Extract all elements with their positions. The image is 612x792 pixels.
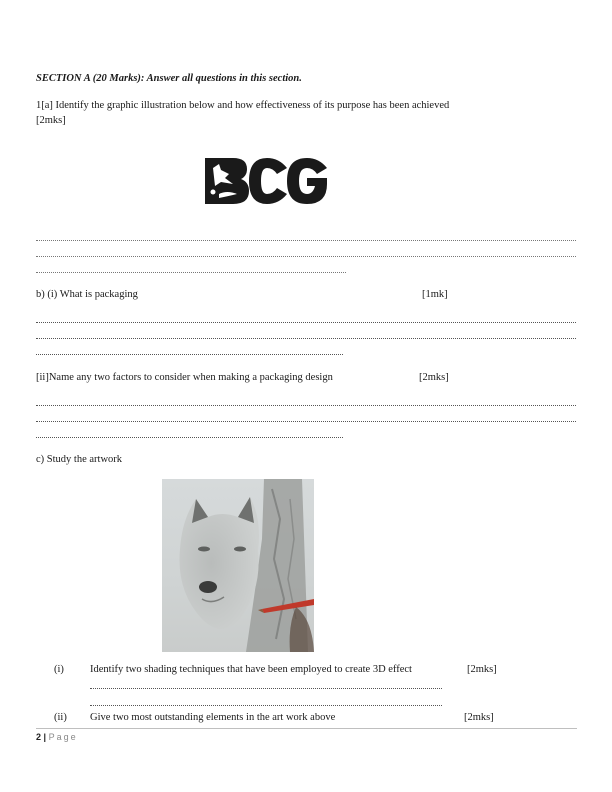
answer-line[interactable] <box>36 437 343 438</box>
answer-line[interactable] <box>90 705 442 706</box>
question-1c-ii-number: (ii) <box>54 712 67 723</box>
section-title: SECTION A (20 Marks): Answer all questions in this section. <box>36 73 302 84</box>
answer-line[interactable] <box>36 405 576 406</box>
answer-line[interactable] <box>36 272 346 273</box>
question-1c-i-marks: [2mks] <box>467 664 497 675</box>
answer-line[interactable] <box>36 256 576 257</box>
question-1c-i-number: (i) <box>54 664 64 675</box>
question-1c-i-text: Identify two shading techniques that have been employed to create 3D effect <box>90 664 412 675</box>
question-1a-marks: [2mks] <box>36 115 66 126</box>
question-1b-ii-text: [ii]Name any two factors to consider when making a packaging design <box>36 372 333 383</box>
footer-divider <box>36 728 577 729</box>
answer-line[interactable] <box>90 688 442 689</box>
bcg-logo-image <box>203 154 329 208</box>
answer-line[interactable] <box>36 338 576 339</box>
answer-line[interactable] <box>36 354 343 355</box>
page-label: Page <box>48 732 78 742</box>
question-1c-ii-marks: [2mks] <box>464 712 494 723</box>
page-footer <box>36 732 78 742</box>
question-1b-ii-marks: [2mks] <box>419 372 449 383</box>
answer-line[interactable] <box>36 240 576 241</box>
answer-line[interactable] <box>36 322 576 323</box>
question-1a-text: 1[a] Identify the graphic illustration below and how effectiveness of its purpose has been achieved <box>36 100 450 111</box>
page-number: 2 <box>36 732 42 742</box>
wolf-artwork-image <box>162 479 314 652</box>
question-1c-ii-text: Give two most outstanding elements in the art work above <box>90 712 336 723</box>
question-1b-i-text: b) (i) What is packaging <box>36 289 138 300</box>
footer-separator: | <box>43 732 47 742</box>
question-1c-text: c) Study the artwork <box>36 454 123 465</box>
question-1b-i-marks: [1mk] <box>422 289 448 300</box>
answer-line[interactable] <box>36 421 576 422</box>
